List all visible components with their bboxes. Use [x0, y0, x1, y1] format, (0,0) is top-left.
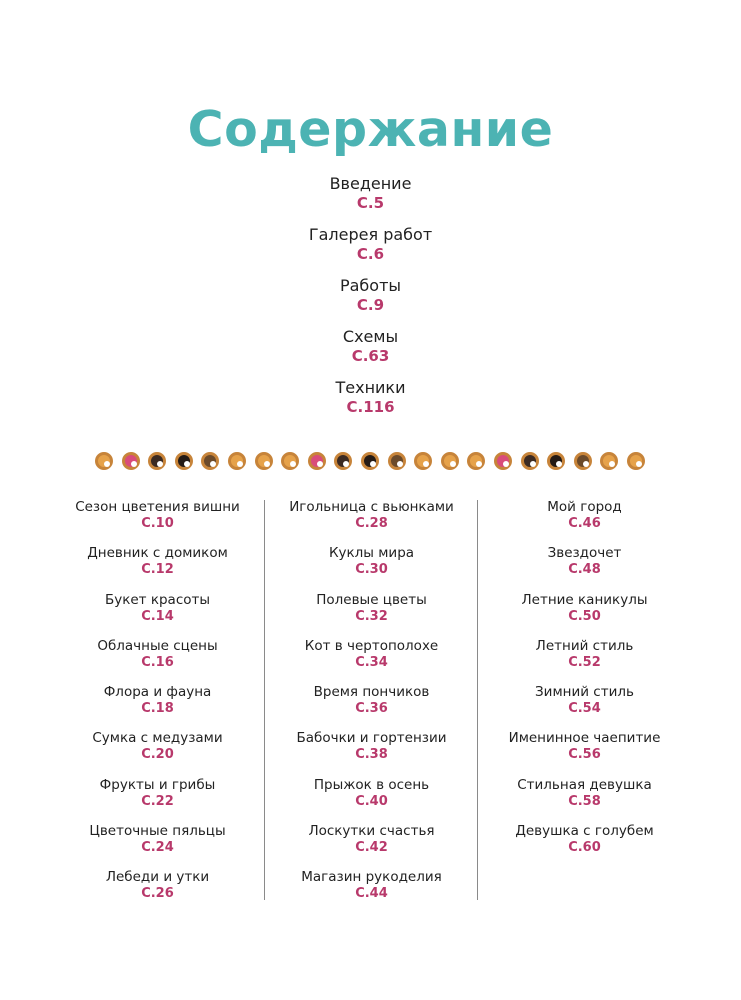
toc-entry-page: С.10 — [141, 516, 174, 531]
toc-entry-page: С.28 — [355, 516, 388, 531]
toc-entry-page: С.52 — [568, 654, 601, 670]
donut-icon — [361, 452, 379, 470]
toc-entry[interactable] — [0, 225, 741, 276]
toc-entry[interactable] — [51, 498, 264, 544]
toc-entry[interactable] — [265, 822, 478, 868]
toc-entry-page: С.46 — [568, 516, 601, 531]
donut-icon — [414, 452, 432, 470]
toc-entry-title: Бабочки и гортензии — [296, 730, 447, 747]
toc-entry[interactable] — [265, 729, 478, 775]
toc-entry-page: С.40 — [355, 793, 388, 809]
toc-entry-page: С.56 — [568, 747, 601, 763]
toc-entry-title: Введение — [329, 174, 412, 193]
donut-icon — [255, 452, 273, 470]
donut-icon — [547, 452, 565, 470]
toc-entry[interactable] — [0, 174, 741, 225]
donut-icon — [574, 452, 592, 470]
toc-entry-page: С.116 — [346, 398, 395, 416]
toc-entry[interactable] — [265, 498, 478, 544]
toc-entry[interactable] — [478, 544, 691, 590]
toc-entry[interactable] — [265, 544, 478, 590]
toc-entry-page: С.63 — [351, 347, 390, 365]
donut-icon — [521, 452, 539, 470]
toc-entry-title: Звездочет — [547, 545, 622, 562]
toc-entry-title: Галерея работ — [308, 225, 433, 244]
toc-entry-page: С.38 — [355, 747, 388, 763]
toc-entry-title: Сумка с медузами — [92, 730, 223, 747]
toc-entry-title: Схемы — [342, 327, 399, 346]
toc-entry-title: Лебеди и утки — [105, 869, 210, 886]
toc-entry-title: Работы — [339, 276, 402, 295]
toc-entry-page: С.26 — [141, 886, 174, 902]
toc-entry-page: С.5 — [356, 194, 385, 212]
toc-entry[interactable] — [265, 683, 478, 729]
toc-entry[interactable] — [265, 591, 478, 637]
toc-entry-page: С.60 — [568, 840, 601, 856]
toc-entry-page: С.44 — [355, 886, 388, 902]
toc-entry-page: С.30 — [355, 562, 388, 578]
toc-entry-title: Летний стиль — [535, 637, 634, 654]
toc-entry-title: Цветочные пяльцы — [89, 823, 226, 840]
toc-entry[interactable] — [51, 637, 264, 683]
donut-icon — [175, 452, 193, 470]
toc-entry-title: Зимний стиль — [535, 684, 634, 701]
donut-icon — [441, 452, 459, 470]
donut-icon — [201, 452, 219, 470]
donut-icon — [388, 452, 406, 470]
toc-entry-page: С.18 — [141, 701, 174, 717]
donut-divider — [95, 452, 655, 472]
toc-entry-title: Облачные сцены — [97, 637, 218, 654]
toc-entry-page: С.48 — [568, 562, 601, 578]
toc-entry-title: Техники — [335, 378, 406, 397]
toc-entry-title: Куклы мира — [328, 545, 415, 562]
toc-entry[interactable] — [478, 776, 691, 822]
toc-entry-page: С.36 — [355, 701, 388, 717]
toc-entry[interactable] — [51, 683, 264, 729]
toc-entry-page: С.9 — [356, 296, 385, 314]
toc-entry[interactable] — [478, 683, 691, 729]
toc-entry-page: С.32 — [355, 608, 388, 624]
toc-entry-title: Фрукты и грибы — [99, 776, 216, 793]
toc-column-1 — [51, 498, 264, 915]
donut-icon — [308, 452, 326, 470]
toc-entry[interactable] — [51, 868, 264, 914]
donut-icon — [494, 452, 512, 470]
toc-entry[interactable] — [265, 868, 478, 914]
toc-entry-page: С.58 — [568, 793, 601, 809]
toc-entry-title: Летние каникулы — [521, 591, 648, 608]
toc-entry-title: Лоскутки счастья — [308, 823, 435, 840]
toc-entry-title: Полевые цветы — [316, 591, 427, 608]
toc-entry[interactable] — [478, 498, 691, 544]
toc-entry-page: С.34 — [355, 654, 388, 670]
donut-icon — [228, 452, 246, 470]
donut-icon — [467, 452, 485, 470]
toc-entry[interactable] — [51, 729, 264, 775]
donut-icon — [334, 452, 352, 470]
toc-entry-title: Дневник с домиком — [87, 545, 228, 562]
toc-entry-title: Девушка с голубем — [515, 823, 654, 840]
toc-entry[interactable] — [51, 822, 264, 868]
toc-entry-title: Флора и фауна — [103, 684, 212, 701]
toc-entry-title: Сезон цветения вишни — [75, 499, 240, 515]
toc-entry[interactable] — [478, 637, 691, 683]
toc-entry[interactable] — [478, 591, 691, 637]
toc-entry[interactable] — [478, 822, 691, 868]
toc-entry-title: Прыжок в осень — [313, 776, 430, 793]
toc-entry-title: Букет красоты — [104, 591, 211, 608]
toc-entry-title: Кот в чертополохе — [304, 637, 439, 654]
toc-entry-title: Мой город — [547, 499, 622, 515]
toc-entry[interactable] — [51, 776, 264, 822]
toc-entry-page: С.22 — [141, 793, 174, 809]
donut-icon — [600, 452, 618, 470]
toc-entry[interactable] — [0, 327, 741, 378]
toc-entry[interactable] — [265, 776, 478, 822]
toc-entry-title: Магазин рукоделия — [301, 869, 442, 886]
toc-entry-page: С.24 — [141, 840, 174, 856]
toc-entry-title: Именинное чаепитие — [508, 730, 661, 747]
toc-entry-page: С.50 — [568, 608, 601, 624]
toc-entry[interactable] — [51, 544, 264, 590]
toc-entry-page: С.12 — [141, 562, 174, 578]
toc-entry-title: Игольница с вьюнками — [289, 499, 454, 515]
toc-entry[interactable] — [0, 276, 741, 327]
toc-entry-page: С.6 — [356, 245, 385, 263]
donut-icon — [281, 452, 299, 470]
donut-icon — [95, 452, 113, 470]
main-sections-list — [0, 174, 741, 429]
donut-icon — [122, 452, 140, 470]
page-title: Содержание — [187, 101, 554, 158]
toc-entry-page: С.54 — [568, 701, 601, 717]
toc-entry-page: С.42 — [355, 840, 388, 856]
toc-column-2 — [265, 498, 478, 915]
toc-entry[interactable] — [265, 637, 478, 683]
donut-icon — [148, 452, 166, 470]
toc-entry-title: Стильная девушка — [517, 776, 652, 793]
toc-entry-page: С.20 — [141, 747, 174, 763]
toc-entry-title: Время пончиков — [313, 684, 430, 701]
toc-entry-page: С.16 — [141, 654, 174, 670]
toc-entry[interactable] — [51, 591, 264, 637]
toc-entry[interactable] — [0, 378, 741, 429]
donut-icon — [627, 452, 645, 470]
toc-entry[interactable] — [478, 729, 691, 775]
toc-entry-page: С.14 — [141, 608, 174, 624]
toc-column-3 — [478, 498, 691, 868]
